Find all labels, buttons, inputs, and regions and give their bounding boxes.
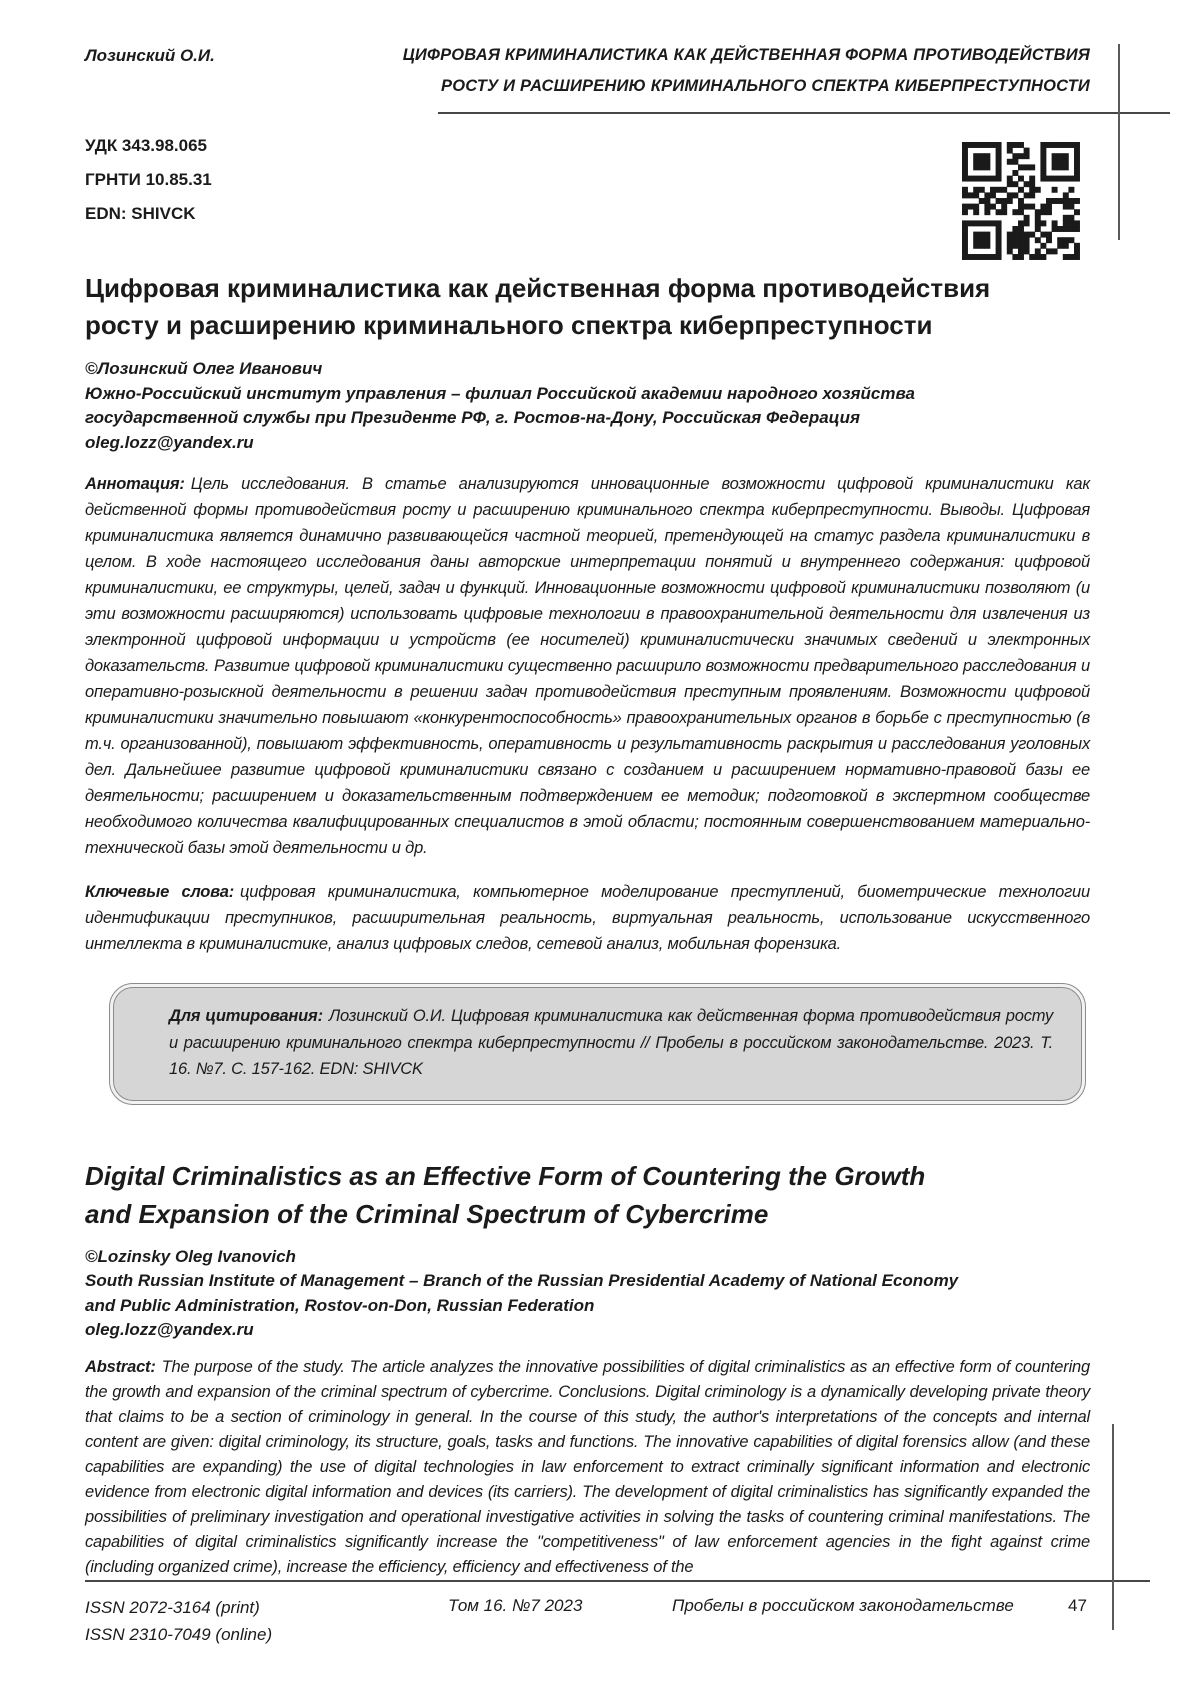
running-head bbox=[85, 40, 1090, 102]
abstract-ru-label: Аннотация: bbox=[85, 475, 185, 493]
article-title-en-line2: and Expansion of the Criminal Spectrum of Cybercrime bbox=[85, 1198, 769, 1229]
footer-issn-print: ISSN 2072-3164 (print) bbox=[85, 1598, 260, 1617]
author-block-ru bbox=[85, 357, 1090, 455]
keywords-ru-text: цифровая криминалистика, компьютерное моделирование преступлений, биометрические технологии идентификации преступников, расширительная реальность, виртуальная реальность, использование искусственного интеллекта в криминалистике, анализ цифровых следов, сетевой анализ, мобильная форензика. bbox=[85, 883, 1090, 953]
author-email-en: oleg.lozz@yandex.ru bbox=[85, 1320, 254, 1339]
article-title-en bbox=[85, 1157, 1090, 1233]
citation-label: Для цитирования: bbox=[169, 1007, 323, 1025]
author-name-en: ©Lozinsky Oleg Ivanovich bbox=[85, 1246, 296, 1266]
footer-journal-title: Пробелы в российском законодательстве bbox=[672, 1596, 1014, 1615]
abstract-ru-text: Цель исследования. В статье анализируются инновационные возможности цифровой криминалистики как действенной формы противодействия росту и расширению криминального спектра киберпреступности. Выводы. Цифровая криминалистика является динамично развивающейся частной теорией, претендующей на статус раздела криминалистики в целом. В ходе настоящего исследования даны авторские интерпретации понятий и внутреннего содержания: цифровой криминалистики, ее структуры, целей, задач и функций. Инновационные возможности цифровой криминалистики позволяют (и эти возможности расширяются) использовать цифровые технологии в правоохранительной деятельности для извлечения из электронной цифровой информации и устройств (ее носителей) криминалистически значимых сведений и электронных доказательств. Развитие цифровой криминалистики существенно расширило возможности предварительного расследования и оперативно-розыскной деятельности в решении задач противодействия преступным проявлениям. Возможности цифровой криминалистики значительно повышают «конкурентоспособность» правоохранительных органов в борьбе с преступностью (в т.ч. организованной), повышают эффективность, оперативность и результативность раскрытия и расследования уголовных дел. Дальнейшее развитие цифровой криминалистики связано с созданием и расширением нормативно-правовой базы ее деятельности; расширением и доказательственным подтверждением ее методик; подготовкой в экспертном сообществе необходимого количества квалифицированных специалистов в этой области; постоянным совершенствованием материально-технической базы этой деятельности и др. bbox=[85, 475, 1090, 857]
abstract-ru bbox=[85, 471, 1090, 861]
keywords-ru bbox=[85, 879, 1090, 957]
affiliation-ru-line2: государственной службы при Президенте РФ, г. Ростов-на-Дону, Российская Федерация bbox=[85, 408, 861, 427]
article-title-en-line1: Digital Criminalistics as an Effective Form of Countering the Growth bbox=[85, 1160, 926, 1191]
abstract-en-text: The purpose of the study. The article analyzes the innovative possibilities of digital criminalistics as an effective form of countering the growth and expansion of the criminal spectrum of cybercrime. Conclusions. Digital criminology is a dynamically developing private theory that claims to be a section of criminology in general. In the course of this study, the author's interpretations of the concepts and internal content are given: digital criminology, its structure, goals, tasks and functions. The innovative capabilities of digital forensics allow (and these capabilities are expanding) the use of digital technologies in law enforcement to extract criminally significant information and electronic evidence from electronic digital information and devices (its carriers). The development of digital criminalistics has significantly expanded the possibilities of preliminary investigation and operational investigative activities in solving the tasks of countering criminal manifestations. The capabilities of digital criminalistics significantly increase the "competitiveness" of law enforcement agencies in the fight against crime (including organized crime), increase the efficiency, efficiency and effectiveness of the bbox=[85, 1357, 1090, 1576]
running-head-title-line1: ЦИФРОВАЯ КРИМИНАЛИСТИКА КАК ДЕЙСТВЕННАЯ ФОРМА ПРОТИВОДЕЙСТВИЯ bbox=[402, 46, 1090, 64]
qr-code bbox=[962, 142, 1080, 260]
article-title-ru bbox=[85, 270, 1090, 344]
affiliation-en-line2: and Public Administration, Rostov-on-Don, Russian Federation bbox=[85, 1295, 595, 1315]
citation-text: Лозинский О.И. Цифровая криминалистика как действенная форма противодействия росту и расширению криминального спектра киберпреступности // Пробелы в российском законодательстве. 2023. Т. 16. №7. С. 157-162. EDN: SHIVCK bbox=[169, 1007, 1054, 1078]
grnti-code: ГРНТИ 10.85.31 bbox=[85, 170, 212, 189]
author-email-ru: oleg.lozz@yandex.ru bbox=[85, 432, 254, 452]
header-vertical-rule bbox=[1118, 44, 1120, 240]
footer-vertical-rule bbox=[1112, 1424, 1114, 1630]
affiliation-ru-line1: Южно-Российский институт управления – филиал Российской академии народного хозяйства bbox=[85, 383, 916, 403]
running-head-author: Лозинский О.И. bbox=[85, 46, 215, 65]
footer-rule bbox=[85, 1580, 1150, 1582]
keywords-ru-label: Ключевые слова: bbox=[85, 883, 234, 901]
running-head-title bbox=[215, 40, 1090, 102]
udk-code: УДК 343.98.065 bbox=[85, 136, 208, 155]
footer-page-number: 47 bbox=[1068, 1596, 1087, 1615]
abstract-en bbox=[85, 1355, 1090, 1580]
article-meta bbox=[85, 136, 1090, 224]
citation-box bbox=[109, 983, 1086, 1105]
article-title-ru-line1: Цифровая криминалистика как действенная форма противодействия bbox=[85, 273, 991, 303]
author-block-en bbox=[85, 1245, 1090, 1343]
affiliation-en-line1: South Russian Institute of Management – Branch of the Russian Presidential Academy of National Economy bbox=[85, 1271, 959, 1290]
footer-issn-online: ISSN 2310-7049 (online) bbox=[85, 1625, 273, 1644]
abstract-en-label: Abstract: bbox=[85, 1357, 156, 1376]
edn-code: EDN: SHIVCK bbox=[85, 204, 196, 223]
footer-volume: Том 16. №7 2023 bbox=[448, 1596, 583, 1615]
footer-issn bbox=[85, 1594, 272, 1648]
author-name-ru: ©Лозинский Олег Иванович bbox=[85, 359, 323, 378]
citation-box-inner bbox=[113, 987, 1082, 1101]
article-title-ru-line2: росту и расширению криминального спектра киберпреступности bbox=[85, 310, 933, 340]
header-rule bbox=[438, 112, 1170, 114]
running-head-title-line2: РОСТУ И РАСШИРЕНИЮ КРИМИНАЛЬНОГО СПЕКТРА КИБЕРПРЕСТУПНОСТИ bbox=[441, 77, 1090, 95]
